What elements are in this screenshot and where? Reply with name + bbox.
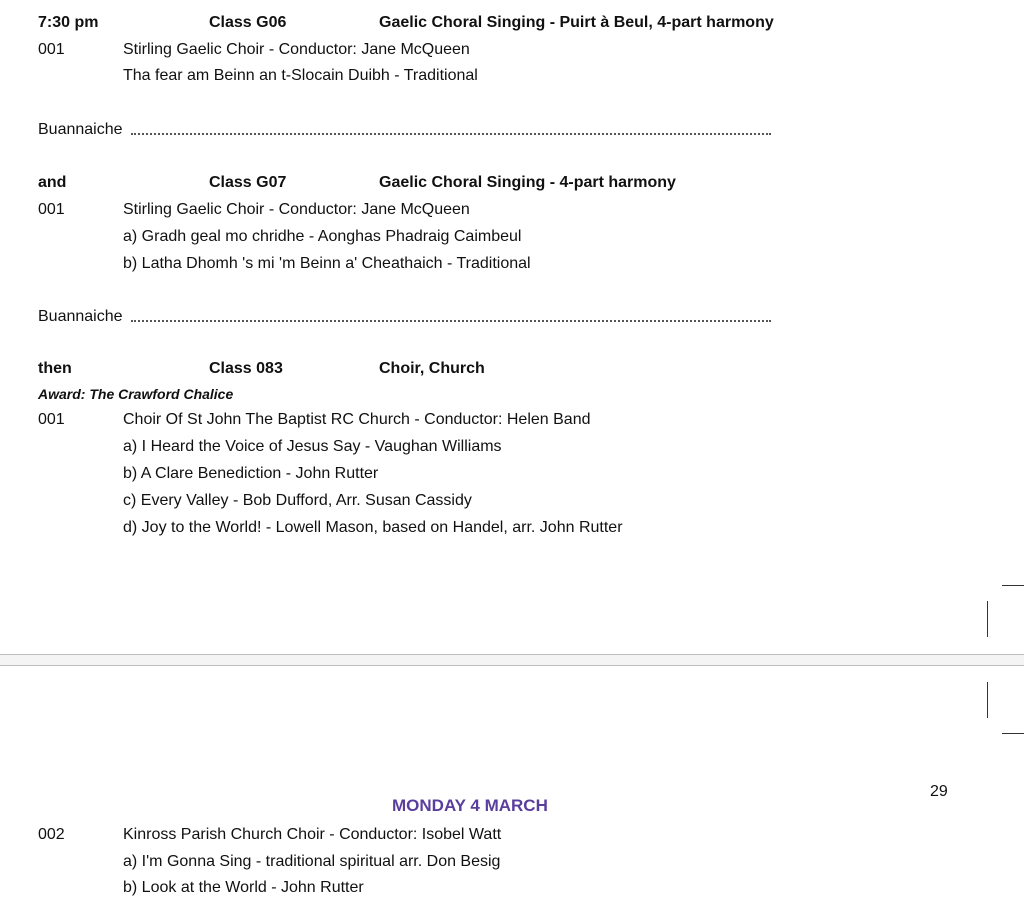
- entrant-name: Choir Of St John The Baptist RC Church - Conductor: Helen Band: [123, 411, 591, 428]
- piece-item: c) Every Valley - Bob Dufford, Arr. Susan Cassidy: [123, 492, 472, 509]
- piece-item: b) A Clare Benediction - John Rutter: [123, 465, 379, 482]
- class-code: Class G07: [209, 174, 287, 191]
- entrant-name: Kinross Parish Church Choir - Conductor: Isobel Watt: [123, 826, 502, 843]
- piece-item: b) Latha Dhomh 's mi 'm Beinn a' Cheathaich - Traditional: [123, 255, 531, 272]
- class-title: Gaelic Choral Singing - Puirt à Beul, 4-part harmony: [379, 14, 774, 31]
- award-label: Award: The Crawford Chalice: [38, 386, 234, 402]
- time-label: 7:30 pm: [38, 14, 99, 31]
- class-title: Gaelic Choral Singing - 4-part harmony: [379, 174, 676, 191]
- entry-number: 002: [38, 826, 65, 843]
- piece-item: a) Gradh geal mo chridhe - Aonghas Phadraig Caimbeul: [123, 228, 522, 245]
- winner-dotted-line: [131, 129, 771, 135]
- entry-number: 001: [38, 201, 65, 218]
- crop-mark: [987, 682, 988, 718]
- piece-item: a) I'm Gonna Sing - traditional spiritual arr. Don Besig: [123, 853, 501, 870]
- page-number: 29: [930, 783, 948, 800]
- entry-number: 001: [38, 41, 65, 58]
- piece-item: d) Joy to the World! - Lowell Mason, based on Handel, arr. John Rutter: [123, 519, 623, 536]
- winner-label: Buannaiche: [38, 121, 123, 138]
- class-code: Class 083: [209, 360, 283, 377]
- crop-mark: [1002, 733, 1024, 734]
- entrant-name: Stirling Gaelic Choir - Conductor: Jane McQueen: [123, 41, 470, 58]
- piece-item: a) I Heard the Voice of Jesus Say - Vaughan Williams: [123, 438, 502, 455]
- day-heading: MONDAY 4 MARCH: [392, 796, 548, 815]
- crop-mark: [987, 601, 988, 637]
- class-code: Class G06: [209, 14, 287, 31]
- page-separator: [0, 654, 1024, 666]
- winner-label: Buannaiche: [38, 308, 123, 325]
- entry-number: 001: [38, 411, 65, 428]
- winner-dotted-line: [131, 316, 771, 322]
- piece-item: Tha fear am Beinn an t-Slocain Duibh - Traditional: [123, 67, 478, 84]
- crop-mark: [1002, 585, 1024, 586]
- class-title: Choir, Church: [379, 360, 485, 377]
- entrant-name: Stirling Gaelic Choir - Conductor: Jane McQueen: [123, 201, 470, 218]
- piece-item: b) Look at the World - John Rutter: [123, 879, 364, 896]
- time-label: and: [38, 174, 67, 191]
- time-label: then: [38, 360, 72, 377]
